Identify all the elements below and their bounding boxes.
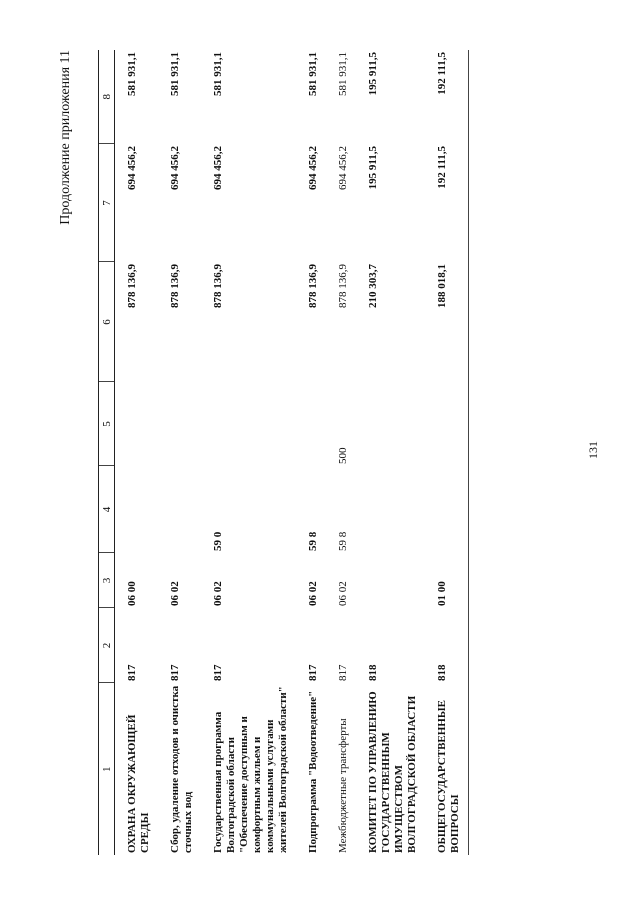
row-value-col7: 694 456,2	[307, 146, 319, 190]
column-header-3: 3	[99, 553, 115, 608]
row-expense-type	[158, 382, 201, 466]
header-row	[99, 50, 115, 855]
row-section: 06 02	[337, 581, 349, 606]
table-row	[356, 50, 425, 855]
appendix-continuation-label: Продолжение приложения 11	[58, 50, 73, 225]
row-value-col7: 192 111,5	[425, 144, 469, 262]
row-article: 59 0	[212, 531, 224, 551]
row-code: 817	[307, 664, 319, 681]
row-section: 06 00	[126, 581, 138, 606]
row-value-col6: 878 136,9	[212, 264, 224, 308]
table-row	[201, 50, 296, 855]
row-code: 817	[126, 664, 138, 681]
row-code: 817	[169, 664, 181, 681]
column-header-4: 4	[99, 466, 115, 553]
row-section: 06 02	[212, 581, 224, 606]
row-value-col6: 878 136,9	[169, 264, 181, 308]
row-expense-type	[201, 382, 296, 466]
column-header-6: 6	[99, 262, 115, 382]
row-code: 817	[337, 664, 349, 681]
row-section: 06 02	[169, 581, 181, 606]
row-article	[425, 466, 469, 553]
page-number: 131	[586, 441, 600, 459]
row-expense-type	[115, 382, 159, 466]
row-expense-type	[356, 382, 425, 466]
table-row	[425, 50, 469, 855]
row-value-col6: 188 018,1	[425, 262, 469, 382]
row-value-col8: 581 931,1	[212, 52, 224, 96]
row-section	[356, 553, 425, 608]
row-section: 01 00	[425, 553, 469, 608]
row-name: ОХРАНА ОКРУЖАЮЩЕЙ СРЕДЫ	[126, 714, 151, 853]
row-expense-type	[425, 382, 469, 466]
row-name: Сбор, удаление отходов и очистка сточных вод	[169, 685, 194, 853]
table-row	[326, 50, 356, 855]
row-value-col7: 694 456,2	[169, 146, 181, 190]
row-value-col8: 195 911,5	[367, 52, 379, 96]
row-code: 818	[367, 664, 379, 681]
column-header-2: 2	[99, 608, 115, 683]
row-value-col7: 694 456,2	[212, 146, 224, 190]
row-name: КОМИТЕТ ПО УПРАВЛЕНИЮ ГОСУДАРСТВЕННЫМ ИМУЩЕСТВОМ ВОЛГОГРАДСКОЙ ОБЛАСТИ	[367, 691, 418, 853]
row-name: ОБЩЕГОСУДАРСТВЕННЫЕ ВОПРОСЫ	[425, 683, 469, 855]
row-name: Подпрограмма "Водоотведение"	[307, 690, 319, 853]
column-header-5: 5	[99, 382, 115, 466]
table-row	[158, 50, 201, 855]
row-value-col6: 878 136,9	[337, 264, 349, 308]
row-value-col7: 694 456,2	[337, 146, 349, 190]
row-code: 818	[425, 608, 469, 683]
row-article	[356, 466, 425, 553]
table-row	[115, 50, 159, 855]
row-article: 59 8	[307, 531, 319, 551]
column-header-7: 7	[99, 144, 115, 262]
row-value-col8: 581 931,1	[126, 52, 138, 96]
table-row	[296, 50, 326, 855]
row-value-col7: 694 456,2	[126, 146, 138, 190]
column-header-1: 1	[99, 683, 115, 855]
row-value-col8: 581 931,1	[307, 52, 319, 96]
row-name: Межбюджетные трансферты	[337, 718, 349, 853]
row-expense-type: 500	[337, 447, 349, 464]
row-value-col6: 878 136,9	[126, 264, 138, 308]
row-value-col8: 581 931,1	[337, 52, 349, 96]
column-header-8: 8	[99, 50, 115, 144]
row-article: 59 8	[337, 531, 349, 551]
row-expense-type	[296, 382, 326, 466]
row-code: 817	[212, 664, 224, 681]
row-section: 06 02	[307, 581, 319, 606]
row-value-col6: 878 136,9	[307, 264, 319, 308]
row-article	[158, 466, 201, 553]
row-article	[115, 466, 159, 553]
row-value-col6: 210 303,7	[367, 264, 379, 308]
row-value-col8: 192 111,5	[425, 50, 469, 144]
row-name: Государственная программа Волгоградской области "Обеспечение доступным и комфортным жильем и коммунальными услугами жителей Волгоградской области"	[212, 686, 289, 853]
budget-table	[98, 50, 469, 855]
row-value-col8: 581 931,1	[169, 52, 181, 96]
row-value-col7: 195 911,5	[367, 146, 379, 190]
